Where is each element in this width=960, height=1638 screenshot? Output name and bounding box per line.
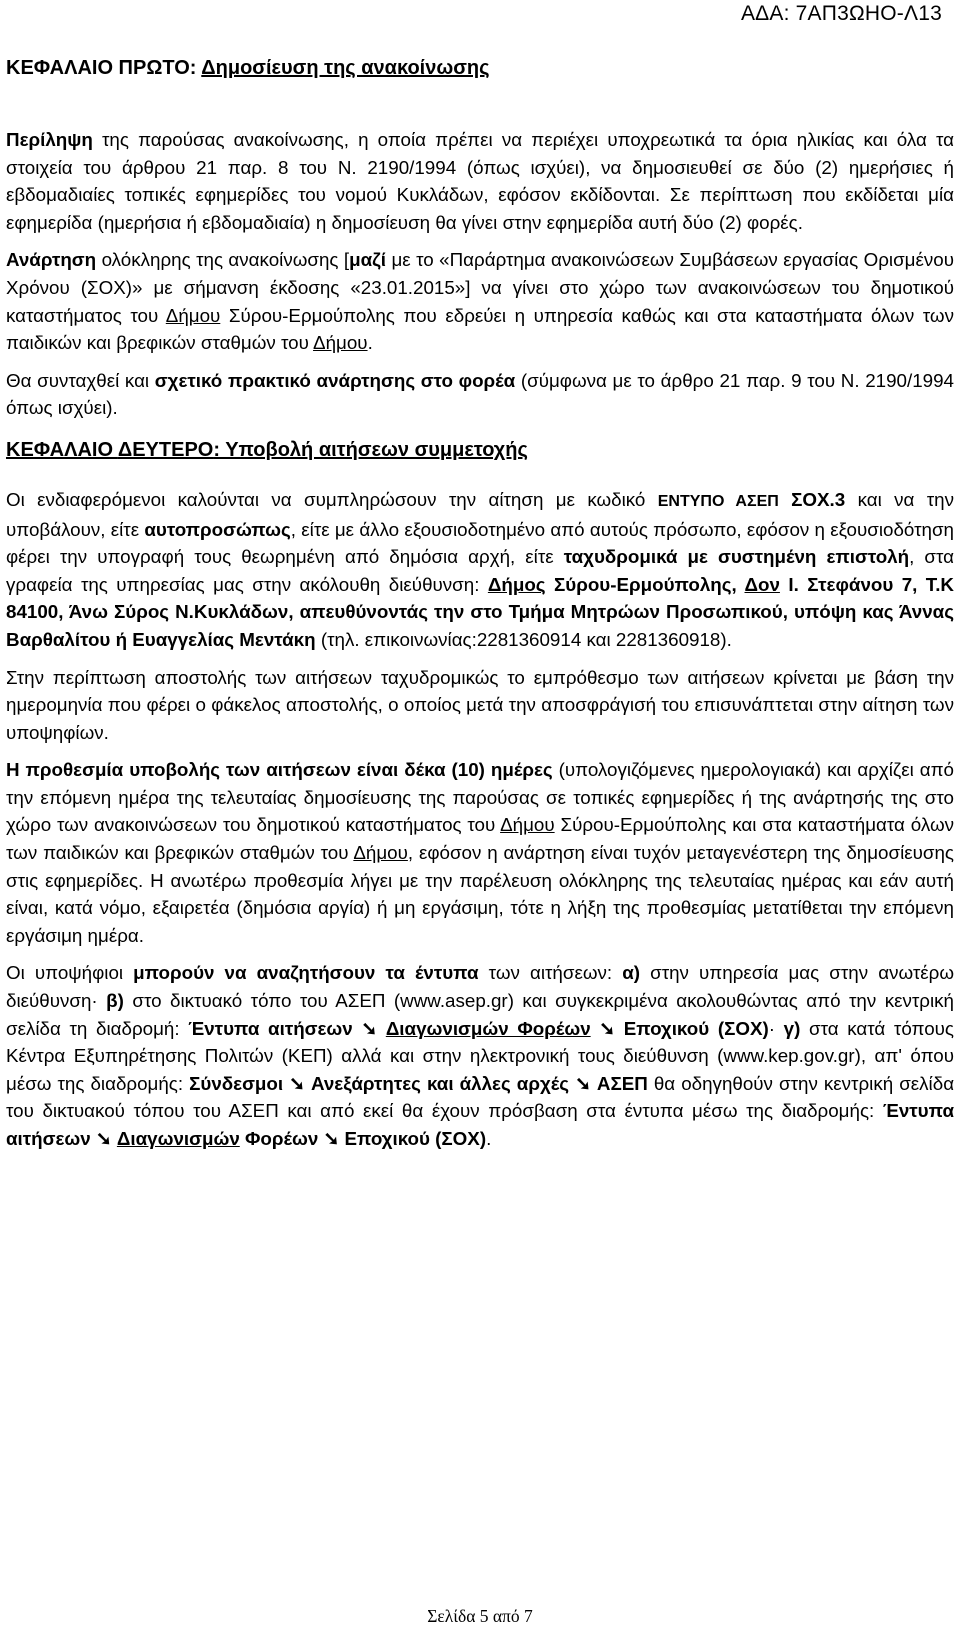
address-underlined: Δον [744,573,780,595]
bold-span: σχετικό πρακτικό ανάρτησης στο φορέα [154,369,516,391]
bold-span: γ) [783,1017,801,1039]
text-span: . [486,1128,492,1149]
bold-span: Εποχικού (ΣΟΧ) [344,1128,487,1149]
arrow-icon: ➘ [289,1072,305,1094]
summary-text: της παρούσας ανακοίνωσης, η οποία πρέπει να περιέχει υποχρεωτικά τα όρια ηλικίας και όλα τα στοιχεία του άρθρου 21 παρ. 8 του Ν. 2190/1994 (όπως ισχύει), να δημοσιευθεί σε δύο (2) ημερήσιες ή εβδομαδιαίες τοπικές εφημερίδες του νομού Κυκλάδων, εφόσον εκδίδονται. Σε περίπτωση που εκδίδεται μία εφημερίδα (ημερήσια ή εβδομαδιαία) η δημοσίευση θα γίνει στην εφημερίδα αυτή δύο (2) φορές. [6,129,954,233]
arrow-icon: ➘ [575,1072,591,1094]
bold-underlined-span: Διαγωνισμών Φορέων [385,1017,591,1039]
bold-underlined-span: Διαγωνισμών [116,1128,240,1149]
text-span: , στα γραφεία της υπηρεσίας μας στην ακόλουθη διεύθυνση: [6,546,954,595]
document-body [6,54,954,1163]
text-span: · [768,1017,784,1039]
text-span: Σύρου-Ερμούπολης που εδρεύει η υπηρεσία καθώς και στα καταστήματα όλων των παιδικών και βρεφικών σταθμών του [6,304,954,354]
underlined-span: Δήμου [500,814,555,836]
underlined-span: Δήμου [313,332,368,354]
posting-label: Ανάρτηση [6,249,97,271]
bold-span: Φορέων [245,1128,319,1149]
arrow-icon: ➘ [361,1017,378,1039]
text-span: Οι υποψήφιοι [6,962,134,984]
form-code-small: ΕΝΤΥΠΟ ΑΣΕΠ [657,492,779,510]
arrow-icon: ➘ [599,1017,616,1039]
bold-span: Σύνδεσμοι [189,1072,284,1094]
bold-span: αυτοπροσώπως [144,518,291,540]
text-span: στο δικτυακό τόπο του ΑΣΕΠ (www.asep.gr) και συγκεκριμένα ακολουθώντας από την κεντρική σελίδα τη διαδρομή: [6,990,954,1039]
bold-span: μαζί [349,249,387,271]
chapter2-heading-title: : Υποβολή αιτήσεων συμμετοχής [213,438,528,461]
text-span: με το «Παράρτημα ανακοινώσεων Συμβάσεων εργασίας Ορισμένου Χρόνου (ΣΟΧ)» με σήμανση έκδοσης «23.01.2015»] να γίνει στο χώρο των ανακοινώσεων του δημοτικού καταστήματος του [6,249,954,326]
address-text: Σύρου-Ερμούπολης, [545,573,745,595]
text-span: θα οδηγηθούν στην κεντρική σελίδα του δικτυακού τόπου του ΑΣΕΠ και από εκεί θα έχουν πρόσβαση στα έντυπα μέσω της διαδρομής: [6,1072,955,1122]
arrow-icon: ➘ [95,1128,112,1149]
chapter1-paragraph-summary [6,126,954,236]
summary-label: Περίληψη [6,129,93,150]
chapter2-heading-word: ΔΕΥΤΕΡΟ [117,438,214,461]
chapter1-heading-title: Δημοσίευση της ανακοίνωσης [201,57,490,79]
text-span: στην υπηρεσία μας στην ανωτέρω διεύθυνση· [6,962,955,1012]
bold-span: α) [622,962,641,984]
chapter2-paragraph-postal: Στην περίπτωση αποστολής των αιτήσεων ταχυδρομικώς το εμπρόθεσμο των αιτήσεων κρίνεται με βάση την ημερομηνία που φέρει ο φάκελος αποστολής, ο οποίος μετά την αποσφράγισή του επισυνάπτεται στην αίτηση των υποψηφίων. [6,666,954,743]
text-span: . [367,332,373,354]
chapter2-paragraph-deadline [6,756,954,949]
text-span: ολόκληρης της ανακοίνωσης [ [96,249,350,271]
text-span: (υπολογιζόμενες ημερολογιακά) και αρχίζει από την επόμενη ημέρα της τελευταίας δημοσίευσης της παρούσας σε τοπικές εφημερίδες ή της ανάρτησής της στο χώρο των ανακοινώσεων του δημοτικού καταστήματος του [6,759,954,836]
text-span: , εφόσον η ανάρτηση είναι τυχόν μεταγενέστερη της δημοσίευσης στις εφημερίδες. Η ανωτέρω προθεσμία λήγει με την παρέλευση ολόκληρης της τελευταίας ημέρας και εάν αυτή είναι, κατά νόμο, εξαιρετέα (δημόσια αργία) ή μη εργάσιμη, τότε η λήξη της προθεσμίας μετατίθεται την επόμενη εργάσιμη ημέρα. [6,842,954,946]
form-code: ΣΟΧ.3 [778,488,846,510]
chapter2-paragraph-application [6,486,954,654]
page-number: Σελίδα 5 από 7 [427,1606,533,1626]
deadline-bold: Η προθεσμία υποβολής των αιτήσεων είναι δέκα (10) ημέρες [6,759,553,781]
text-span: , είτε με άλλο εξουσιοδοτημένο από αυτούς πρόσωπο, εφόσον η εξουσιοδότηση φέρει την υπογραφή τους θεωρημένη από δημόσια αρχή, είτε [6,518,954,568]
address-underlined: Δήμος [487,573,546,595]
text-span: Οι ενδιαφερόμενοι καλούνται να συμπληρώσουν την αίτηση με κωδικό [6,488,658,510]
arrow-icon: ➘ [323,1128,340,1149]
bold-span: Ανεξάρτητες και άλλες αρχές [310,1072,569,1094]
bold-span: ΑΣΕΠ [596,1072,648,1094]
underlined-span: Δήμου [353,842,408,864]
underlined-span: Δήμου [165,304,221,326]
text-span: Θα συνταχθεί και [6,369,155,391]
chapter2-paragraph-forms [6,959,954,1152]
text-span: και να την υποβάλουν, είτε [6,488,954,540]
bold-span: ταχυδρομικά με συστημένη επιστολή [563,546,910,568]
bold-span: Εποχικού (ΣΟΧ) [623,1017,769,1039]
text-span: στα κατά τόπους Κέντρα Εξυπηρέτησης Πολιτών (ΚΕΠ) αλλά και στην ηλεκτρονική τους διεύθυνση (www.kep.gov.gr), απ' όπου μέσω της διαδρομής: [6,1017,954,1094]
text-span: (σύμφωνα με το άρθρο 21 παρ. 9 του Ν. 2190/1994 όπως ισχύει). [6,369,954,419]
bold-span: Έντυπα αιτήσεων [188,1017,353,1039]
chapter1-paragraph-minutes [6,367,954,422]
chapter2-heading-prefix: ΚΕΦΑΛΑΙΟ [6,438,118,461]
bold-span: μπορούν να αναζητήσουν τα έντυπα [133,962,479,984]
phone-text: (τηλ. επικοινωνίας:2281360914 και 2281360918). [315,628,732,650]
text-span: των αιτήσεων: [478,962,623,984]
address-text: Ι. Στεφάνου 7, Τ.Κ 84100, Άνω Σύρος Ν.Κυκλάδων, απευθύνοντάς την στο Τμήμα Μητρώων Προσωπικού, υπόψη κας Άννας Βαρθαλίτου ή Ευαγγελίας Μεντάκη [6,573,954,650]
chapter2-heading [6,436,954,464]
chapter1-heading-prefix: ΚΕΦΑΛΑΙΟ ΠΡΩΤΟ: [6,57,202,79]
chapter1-paragraph-posting [6,246,954,356]
text-span: Σύρου-Ερμούπολης και στα καταστήματα όλων των παιδικών και βρεφικών σταθμών του [6,814,954,864]
ada-code: ΑΔΑ: 7ΑΠ3ΩΗΟ-Λ13 [740,2,942,25]
chapter1-heading [6,54,954,82]
bold-span: Έντυπα αιτήσεων [6,1100,954,1149]
bold-span: β) [106,990,124,1012]
